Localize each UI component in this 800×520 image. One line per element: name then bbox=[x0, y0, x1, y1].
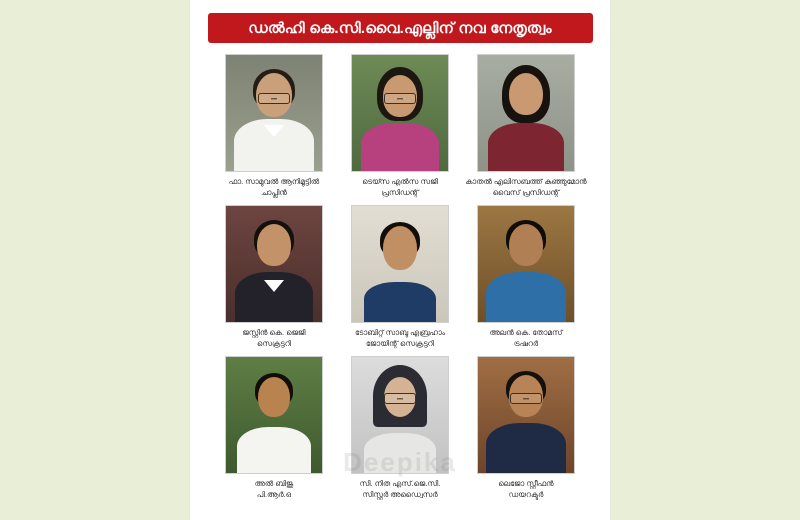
person-card bbox=[346, 356, 454, 501]
person-card bbox=[346, 205, 454, 350]
person-caption bbox=[465, 177, 586, 199]
caption-line: കാതൽ എലിസബത്ത് കുഞ്ഞുമോൻ bbox=[465, 177, 587, 186]
person-caption bbox=[360, 479, 441, 501]
people-row bbox=[205, 356, 595, 501]
caption-line: ടോബിറ്റ് സാബു എബ്രഹാം bbox=[355, 328, 445, 337]
person-card bbox=[220, 356, 328, 501]
poster-title-bar bbox=[208, 13, 593, 43]
caption-line: ടെയ്സ എൽസ സജി bbox=[362, 177, 438, 186]
caption-line: ഡയറക്ടർ bbox=[508, 489, 544, 499]
person-photo bbox=[351, 356, 449, 474]
caption-line: ചാപ്ലിൻ bbox=[261, 187, 287, 197]
person-card bbox=[465, 54, 587, 199]
caption-line: സെക്രട്ടറി bbox=[257, 338, 291, 348]
person-card bbox=[472, 356, 580, 501]
person-photo bbox=[351, 54, 449, 172]
person-photo bbox=[477, 205, 575, 323]
caption-line: ജസ്റ്റിൻ കെ. ജെജി bbox=[242, 328, 306, 337]
person-photo bbox=[225, 205, 323, 323]
person-caption bbox=[362, 177, 437, 199]
caption-line: അൽ ബിജു bbox=[254, 479, 294, 488]
person-caption bbox=[498, 479, 553, 501]
people-row bbox=[205, 54, 595, 199]
caption-line: വൈസ് പ്രസിഡന്റ് bbox=[492, 187, 560, 197]
page-title: ഡൽഹി കെ.സി.വൈ.എല്ലിന് നവ നേതൃത്വം bbox=[248, 19, 552, 37]
caption-line: പി.ആർ.ഒ bbox=[256, 489, 292, 499]
caption-line: സിസ്റ്റർ അഡ്വൈസർ bbox=[362, 489, 438, 499]
caption-line: ട്രഷറർ bbox=[513, 338, 539, 348]
person-photo bbox=[351, 205, 449, 323]
person-caption bbox=[490, 328, 563, 350]
person-photo bbox=[477, 356, 575, 474]
people-row bbox=[205, 205, 595, 350]
person-photo bbox=[477, 54, 575, 172]
person-photo bbox=[225, 54, 323, 172]
caption-line: ലെജോ സ്റ്റീഫൻ bbox=[498, 479, 554, 488]
person-card bbox=[346, 54, 454, 199]
person-caption bbox=[355, 328, 445, 350]
caption-line: ഫാ. സാമുവൽ ആനിമൂട്ടിൽ bbox=[228, 177, 320, 186]
caption-line: അലൻ കെ. തോമസ് bbox=[489, 328, 563, 337]
caption-line: ജോയിന്റ് സെക്രട്ടറി bbox=[366, 338, 434, 348]
person-card bbox=[220, 205, 328, 350]
people-grid bbox=[205, 54, 595, 501]
poster-card bbox=[190, 0, 610, 520]
person-caption bbox=[255, 479, 294, 501]
person-caption bbox=[229, 177, 319, 199]
caption-line: പ്രസിഡന്റ് bbox=[381, 187, 419, 197]
caption-line: സി. നിത എസ്.ജെ.സി. bbox=[359, 479, 441, 488]
person-card bbox=[220, 54, 328, 199]
person-photo bbox=[225, 356, 323, 474]
person-card bbox=[472, 205, 580, 350]
person-caption bbox=[242, 328, 305, 350]
